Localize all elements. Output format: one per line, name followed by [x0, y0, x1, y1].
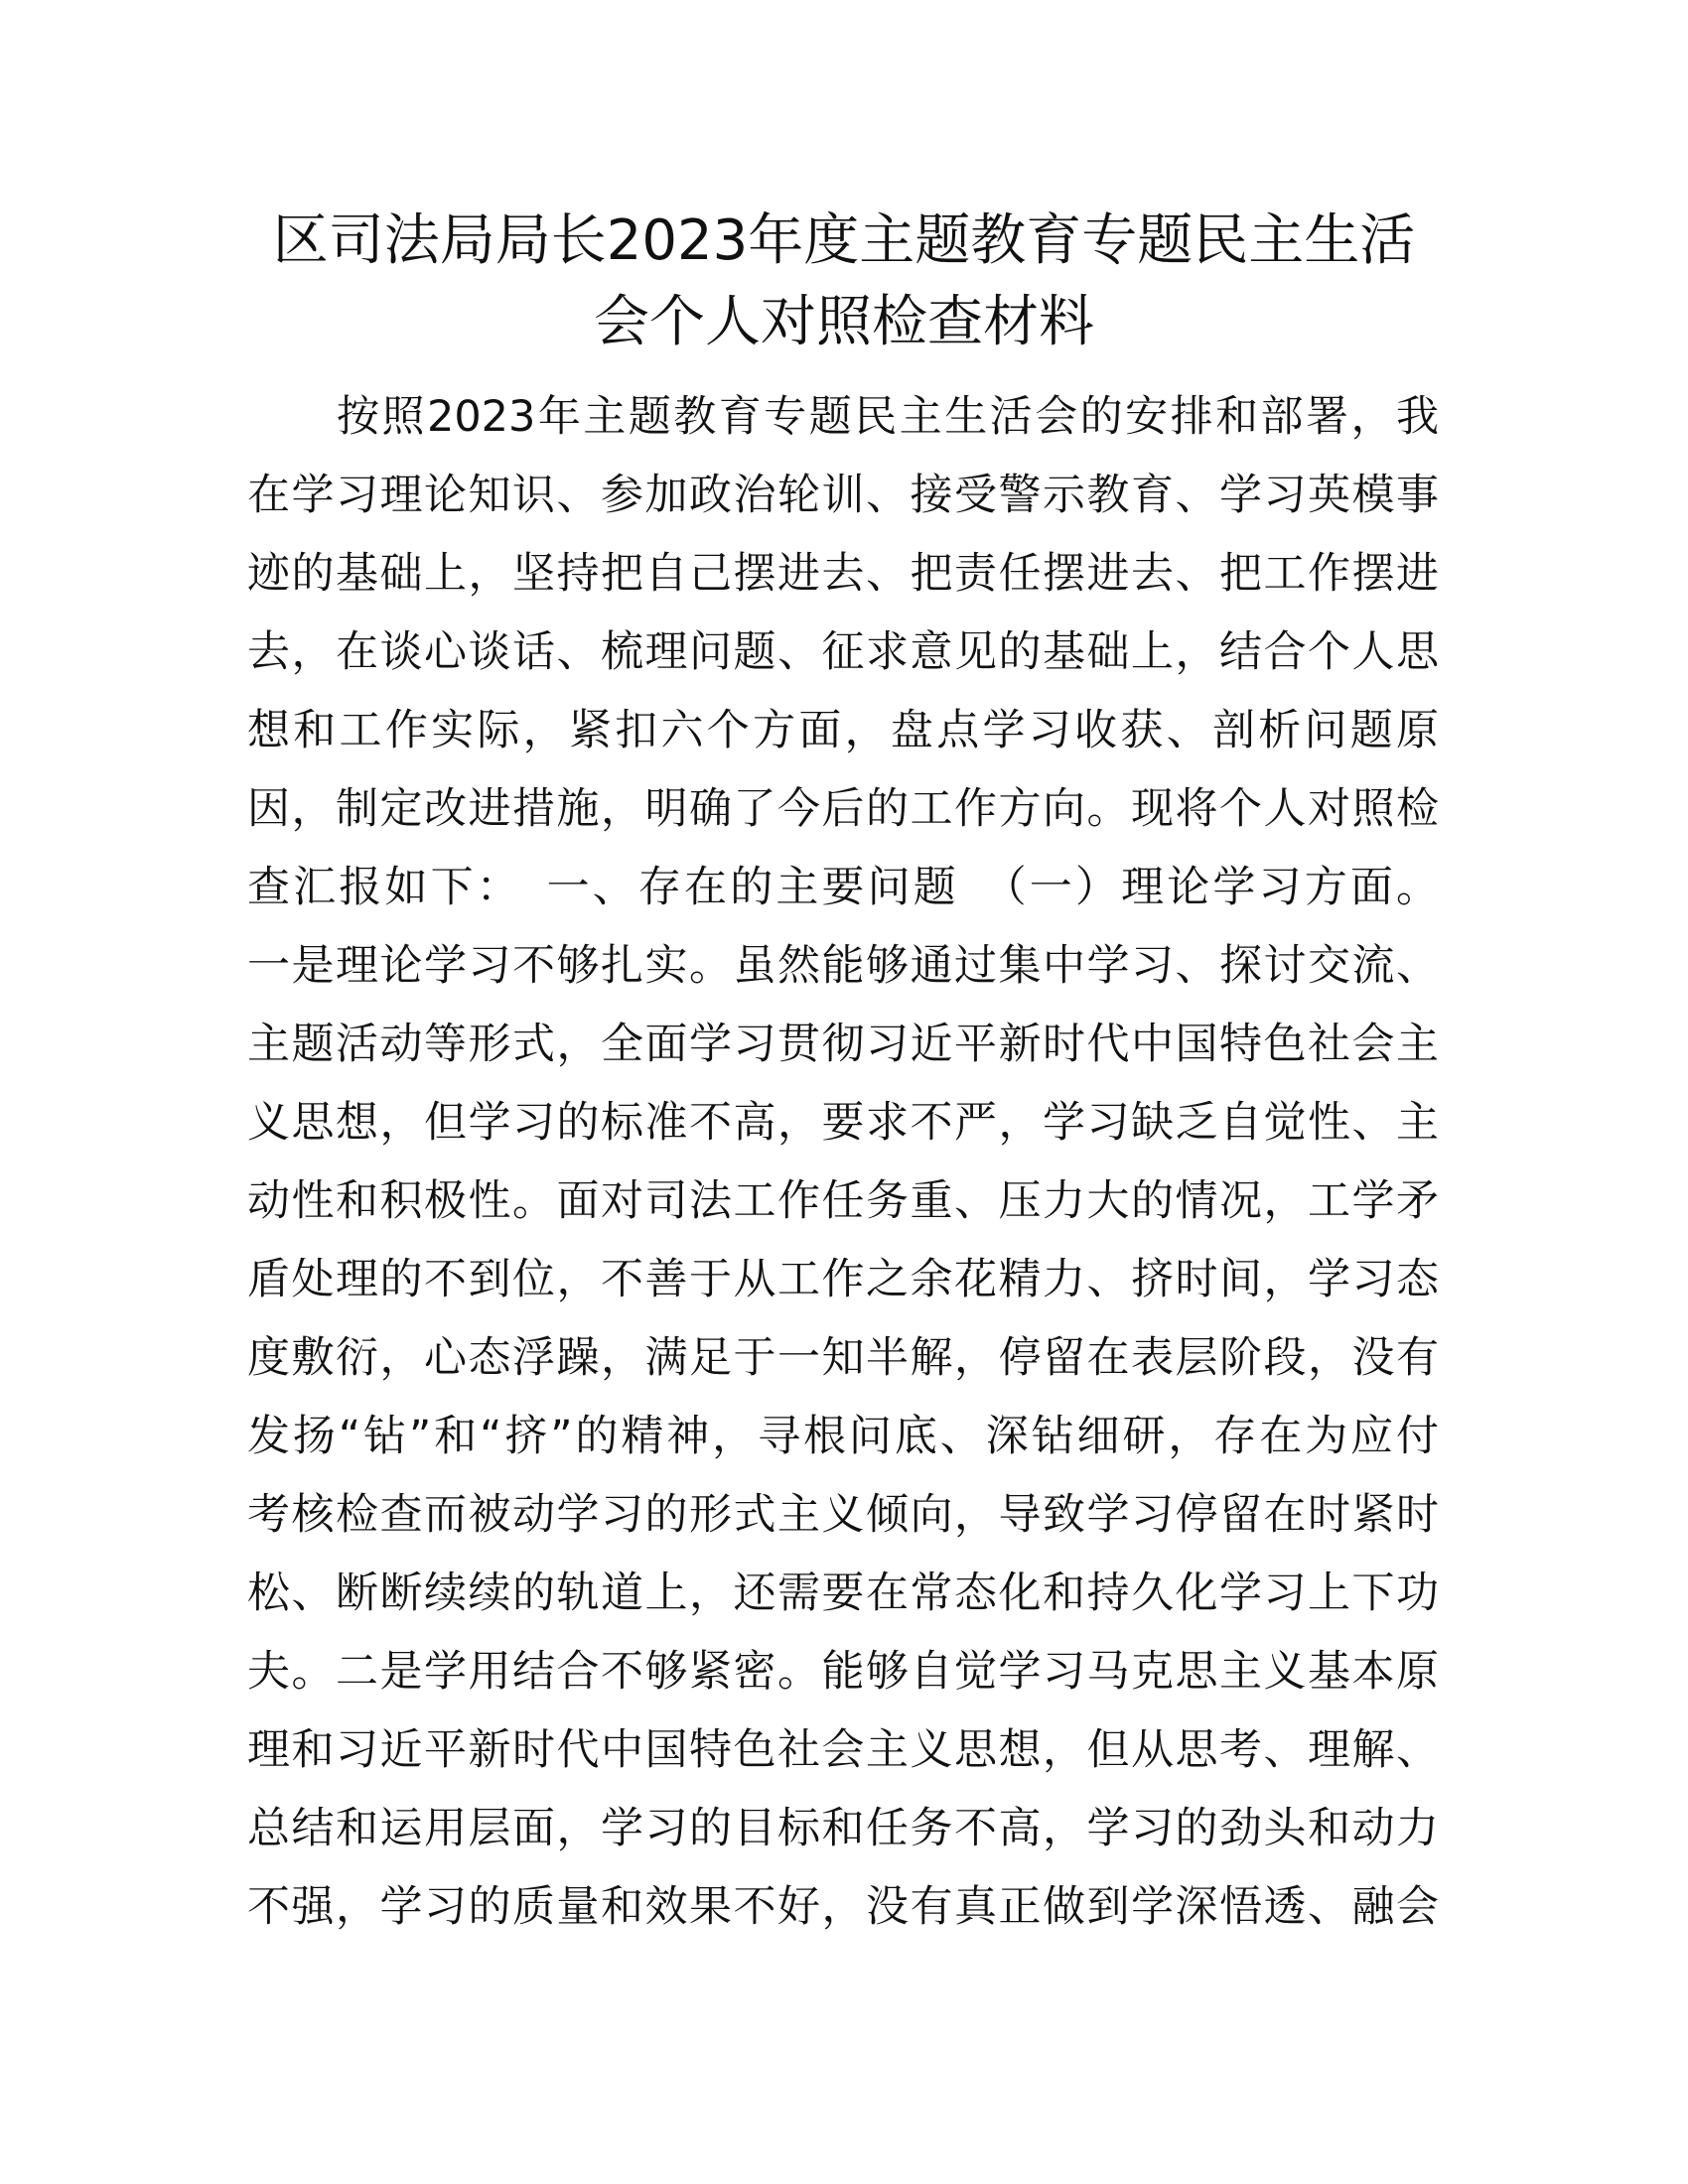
body-paragraph-line: 去，在谈心谈话、梳理问题、征求意见的基础上，结合个人思 [247, 627, 1439, 677]
body-paragraph-line: 考核检查而被动学习的形式主义倾向，导致学习停留在时紧时 [247, 1490, 1439, 1540]
body-paragraph-line: 动性和积极性。面对司法工作任务重、压力大的情况，工学矛 [247, 1176, 1439, 1226]
document-title [248, 201, 1440, 363]
body-paragraph-line: 松、断断续续的轨道上，还需要在常态化和持久化学习上下功 [247, 1569, 1439, 1618]
body-paragraph-line: 迹的基础上，坚持把自己摆进去、把责任摆进去、把工作摆进 [247, 549, 1439, 599]
body-paragraph-line: 想和工作实际，紧扣六个方面，盘点学习收获、剖析问题原 [247, 706, 1439, 755]
body-paragraph-line: 按照2023年主题教育专题民主生活会的安排和部署，我 [337, 392, 1439, 442]
body-paragraph-line: 夫。二是学用结合不够紧密。能够自觉学习马克思主义基本原 [247, 1647, 1439, 1697]
title-line: 会个人对照检查材料 [594, 290, 1094, 354]
body-paragraph-line: 不强，学习的质量和效果不好，没有真正做到学深悟透、融会 [247, 1882, 1439, 1932]
body-paragraph-line: 主题活动等形式，全面学习贯彻习近平新时代中国特色社会主 [247, 1020, 1439, 1069]
title-line: 区司法局局长2023年度主题教育专题民主生活 [272, 208, 1416, 273]
body-paragraph-line: 发扬“钻”和“挤”的精神，寻根问底、深钻细研，存在为应付 [247, 1412, 1439, 1461]
body-paragraph-line: 义思想，但学习的标准不高，要求不严，学习缺乏自觉性、主 [247, 1098, 1439, 1148]
body-paragraph-line: 因，制定改进措施，明确了今后的工作方向。现将个人对照检 [247, 784, 1439, 834]
body-paragraph-line: 盾处理的不到位，不善于从工作之余花精力、挤时间，学习态 [247, 1255, 1439, 1304]
body-paragraph-line: 在学习理论知识、参加政治轮训、接受警示教育、学习英模事 [247, 471, 1439, 520]
body-paragraph-line: 一是理论学习不够扎实。虽然能够通过集中学习、探讨交流、 [247, 941, 1439, 991]
body-paragraph-line: 度敷衍，心态浮躁，满足于一知半解，停留在表层阶段，没有 [247, 1333, 1439, 1383]
body-paragraph-line: 理和习近平新时代中国特色社会主义思想，但从思考、理解、 [247, 1725, 1439, 1775]
body-paragraph-line: 总结和运用层面，学习的目标和任务不高，学习的劲头和动力 [247, 1804, 1439, 1853]
body-paragraph-line: 查汇报如下： 一、存在的主要问题 （一）理论学习方面。 [247, 863, 1439, 912]
document-body [247, 378, 1439, 1947]
